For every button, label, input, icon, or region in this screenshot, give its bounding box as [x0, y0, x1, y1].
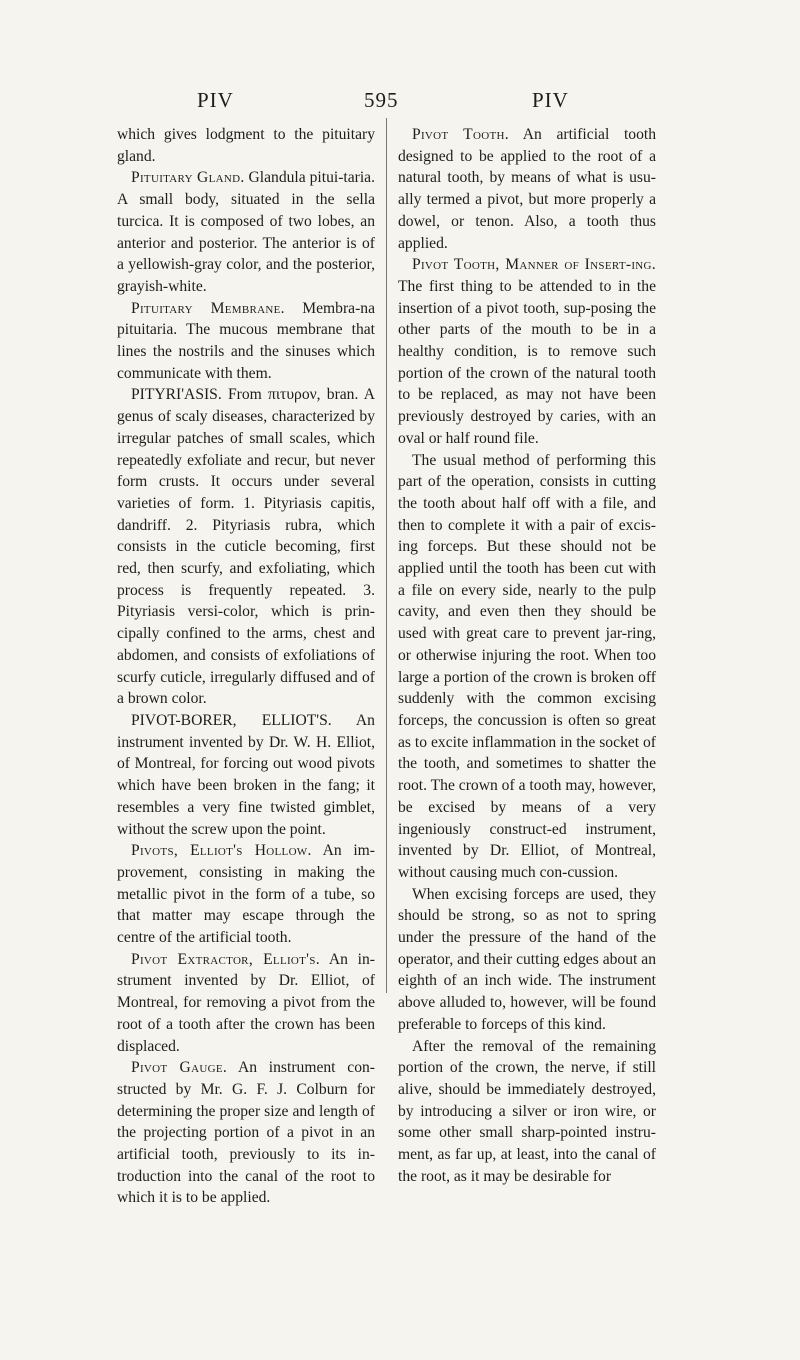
entry-term: Pivot Tooth, Manner of Insert-ing.: [412, 256, 656, 274]
entry: [117, 1057, 375, 1209]
entry: [117, 710, 375, 840]
entry-body: From πιτυρον, bran. A genus of scaly diseases, characterized by irregular patches of small scales, which repeatedly exfoliate and recur, but never form crusts. It occurs under several varieties of form. 1. Pityriasis capitis, dandriff. 2. Pityriasis rubra, which consists in the cuticle becoming, first red, then scurfy, and exfoliating, which process is frequently repeated. 3. Pityriasis versi-color, which is prin-cipally confined to the arms, chest and abdomen, and consists of exfoliations of scurfy cuticle, irregularly diffused and of a brown color.: [117, 386, 375, 708]
entry-body: The first thing to be attended to in the insertion of a pivot tooth, sup-posing the other parts of the mouth to be in a healthy condition, is to remove such portion of the crown of the natural tooth to be replaced, as may not have been previously destroyed by caries, with an oval or half round file.: [398, 277, 656, 447]
entry-body: An artificial tooth designed to be applied to the root of a natural tooth, by means of what is usu-ally termed a pivot, but more properly a dowel, or tenon. Also, a tooth thus applied.: [398, 126, 657, 252]
entry-body: The usual method of performing this part of the operation, consists in cutting the tooth about half off with a file, and then to complete it with a pair of excis-ing forceps. But these should not be applied until the tooth has been cut with a file on every side, nearly to the pulp cavity, and even then they should be used with great care to prevent jar-ring, or otherwise injuring the root. When too large a portion of the crown is broken off suddenly with the common excising forceps, the concussion is often so great as to excite inflammation in the socket of the tooth, and sometimes to shatter the root. The crown of a tooth may, however, be excised by means of a very ingeniously construct-ed instrument, invented by Dr. Elliot, of Montreal, without causing much con-cussion.: [398, 451, 656, 881]
entry-body: An in-strument invented by Dr. Elliot, of Montreal, for removing a pivot from the root of a tooth after the crown has been displaced.: [117, 950, 375, 1055]
entry-term: Pivots, Elliot's Hollow.: [131, 842, 312, 860]
entry: [117, 840, 375, 949]
entry-term: Pivot Extractor, Elliot's.: [131, 950, 320, 968]
entry-term: Pituitary Gland.: [131, 169, 245, 187]
left-column: [117, 124, 375, 1209]
entry: [398, 254, 656, 449]
entry-body: When excising forceps are used, they should be strong, so as not to spring under the pressure of the hand of the operator, and their cutting edges about an eighth of an inch wide. The instrument above alluded to, however, will be found preferable to forceps of this kind.: [398, 885, 656, 1033]
running-head-right: PIV: [532, 88, 569, 112]
entry: [117, 298, 375, 385]
paragraph: [398, 884, 656, 1036]
paragraph: [398, 1036, 656, 1188]
entry-term: Pivot Tooth.: [412, 126, 509, 143]
page-number: 595: [364, 88, 399, 112]
entry: [117, 949, 375, 1058]
entry: [117, 384, 375, 710]
paragraph: [398, 450, 656, 884]
entry-term: Pivot Gauge.: [131, 1059, 228, 1077]
entry-body: An instrument invented by Dr. W. H. Elliot, of Montreal, for forcing out wood pivots which have been broken in the fang; it resembles a very fine twisted gimblet, without the screw upon the point.: [117, 711, 375, 838]
entry-body: which gives lodgment to the pituitary gland.: [117, 126, 375, 165]
entry: [117, 124, 375, 167]
entry: [117, 167, 375, 297]
entry-body: After the removal of the remaining portion of the crown, the nerve, if still alive, should be immediately destroyed, by introducing a silver or iron wire, or some other small sharp-pointed instru-ment, as far up, at least, into the canal of the root, as it may be desirable for: [398, 1037, 656, 1185]
entry: [398, 124, 656, 254]
running-head-left: PIV: [197, 88, 234, 112]
entry-body: An im-provement, consisting in making the metallic pivot in the form of a tube, so that matter may escape through the centre of the artificial tooth.: [117, 842, 376, 947]
entry-body: An instrument con-structed by Mr. G. F. J. Colburn for determining the proper size and length of the projecting portion of a pivot in an artificial tooth, previously to its in-troduction into the canal of the root to which it is to be applied.: [117, 1059, 375, 1207]
entry-term: Pituitary Membrane.: [131, 299, 285, 317]
right-column: [398, 124, 656, 1187]
entry-body: Membra-na pituitaria. The mucous membrane that lines the nostrils and the sinuses which communicate with them.: [117, 299, 375, 382]
entry-term: PIVOT-BORER, ELLIOT'S.: [131, 711, 332, 729]
entry-body: Glandula pitui-taria. A small body, situated in the sella turcica. It is composed of two lobes, an anterior and posterior. The anterior is of a yellowish-gray color, and the posterior, grayish-white.: [117, 169, 376, 295]
entry-term: PITYRI'ASIS.: [131, 386, 222, 404]
column-divider: [386, 118, 387, 993]
